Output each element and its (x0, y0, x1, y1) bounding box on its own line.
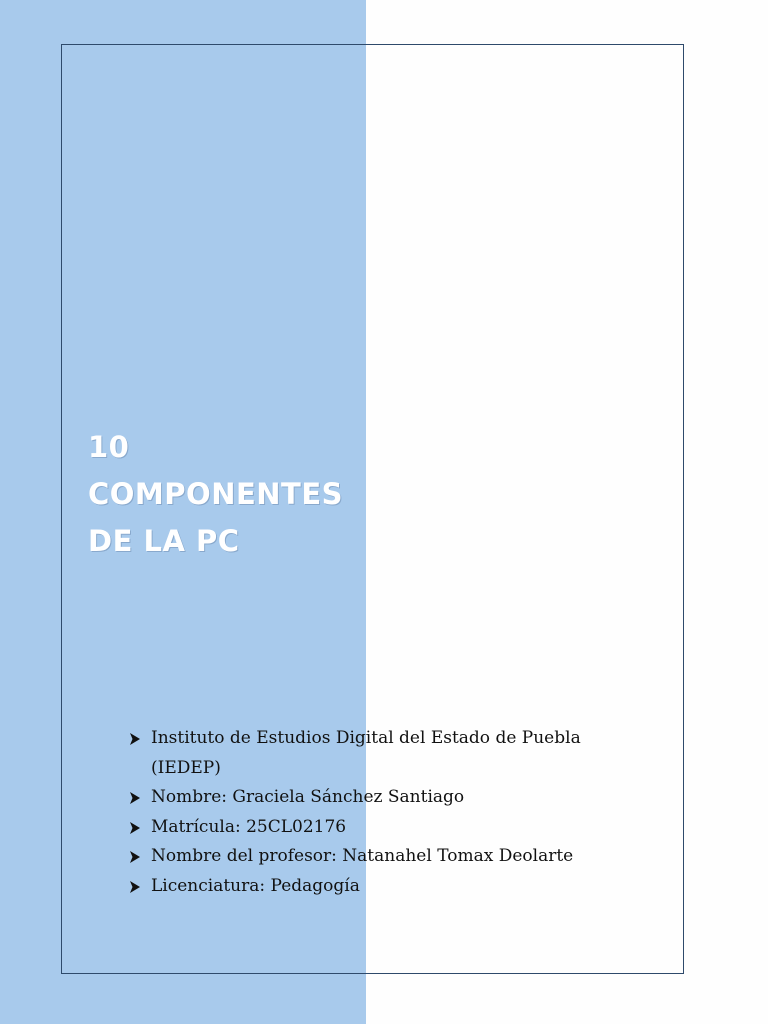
title-line: 10 (88, 430, 130, 464)
info-item-text: Matrícula: 25CL02176 (151, 816, 347, 837)
arrow-bullet-icon (128, 821, 142, 835)
info-item-text: Nombre: Graciela Sánchez Santiago (151, 787, 465, 807)
title-line: DE LA PC (88, 524, 240, 558)
arrow-bullet-icon (128, 732, 142, 746)
info-item-text: Nombre del profesor: Natanahel Tomax Deolarte (151, 846, 574, 866)
arrow-bullet-icon (128, 880, 142, 894)
info-item-teacher (128, 842, 628, 872)
document-title (88, 424, 358, 565)
arrow-bullet-icon (128, 850, 142, 864)
student-info-list (128, 724, 628, 901)
info-item-text: Licenciatura: Pedagogía (151, 875, 360, 896)
info-item-degree (128, 872, 628, 902)
title-line: COMPONENTES (88, 477, 344, 511)
info-item-text: Instituto de Estudios Digital del Estado de Puebla (IEDEP) (151, 728, 581, 778)
info-item-enrollment (128, 813, 628, 843)
info-item-name (128, 783, 628, 813)
info-item-institute (128, 724, 628, 783)
arrow-bullet-icon (128, 791, 142, 805)
